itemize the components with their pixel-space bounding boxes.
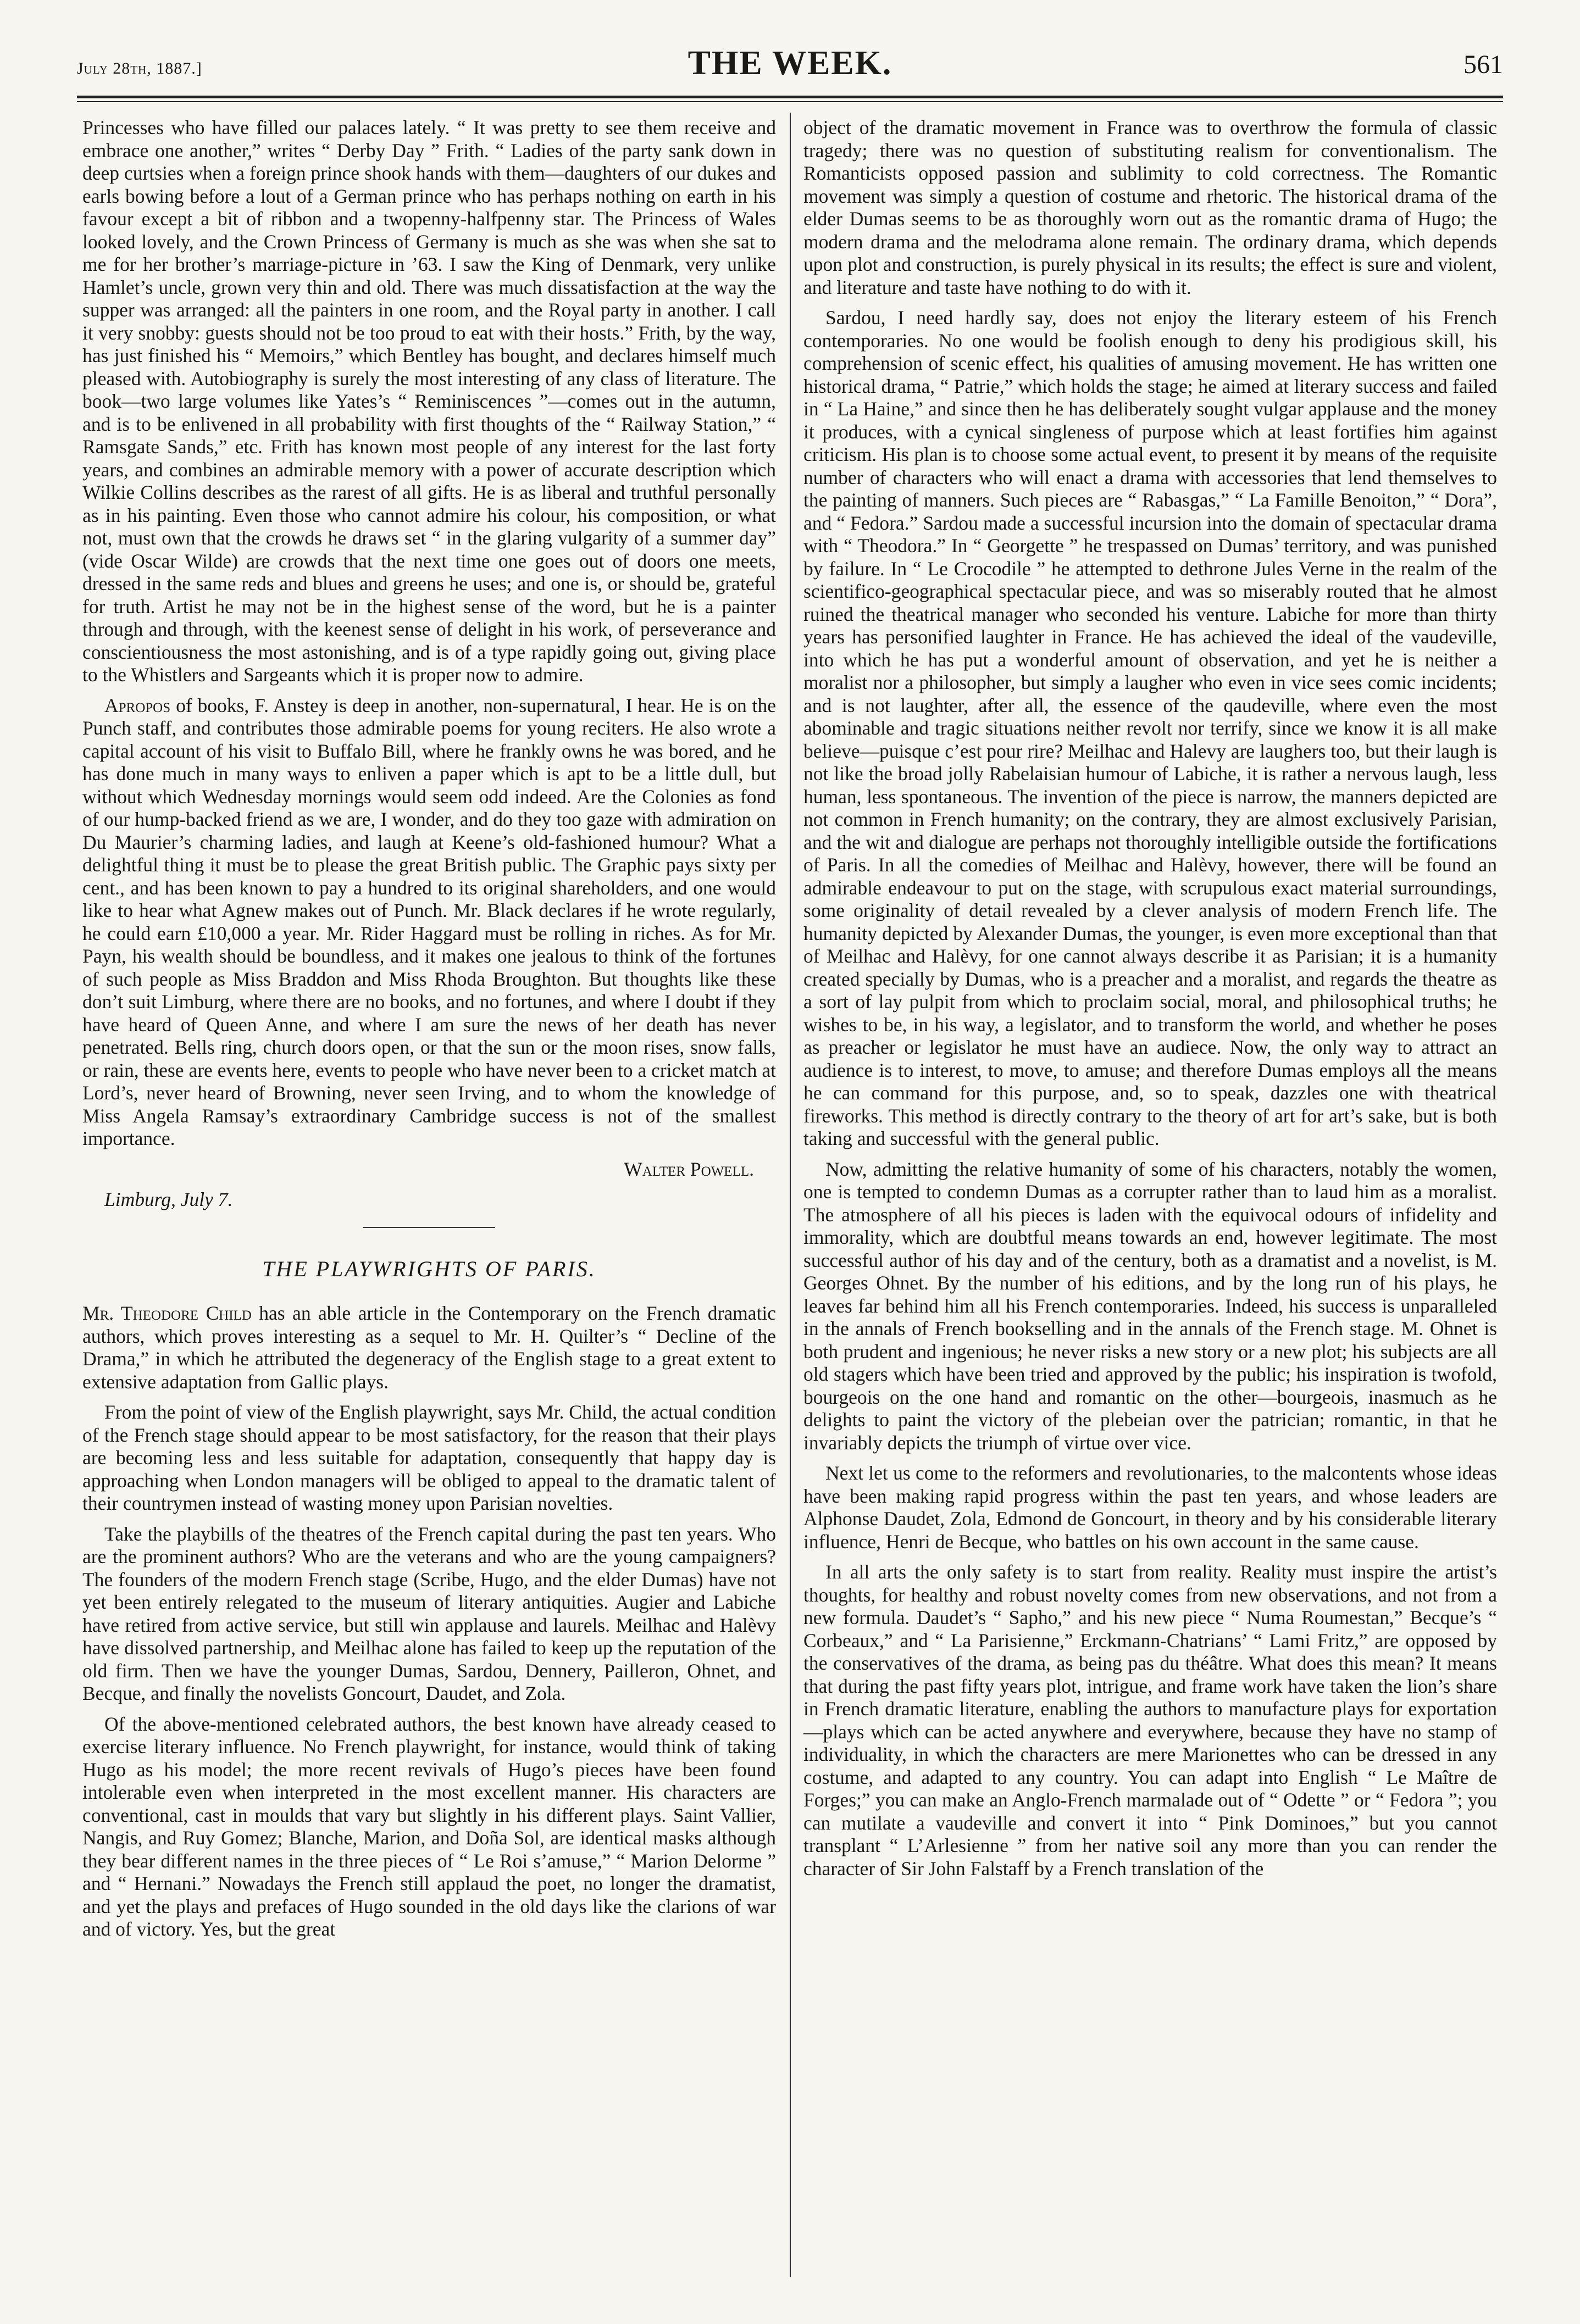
article-paragraph: Sardou, I need hardly say, does not enjoy the literary esteem of his French contemporaries. No one would be foolish enough to deny his prodigious skill, his comprehension of scenic effect, his qualities of amusing movement. He has written one historical drama, “ Patrie,” which holds the stage; he aimed at literary success and failed in “ La Haine,” and since then he has deliberately sought vulgar applause and the money it produces, with a cynical singleness of purpose which at least fortifies him against criticism. His plan is to choose some actual event, to present it by means of the requisite number of characters who will enact a drama with accessories that lend themselves to the painting of manners. Such pieces are “ Rabasgas,” “ La Famille Benoiton,” “ Dora”, and “ Fedora.” Sardou made a successful incursion into the domain of spectacular drama with “ Theodora.” In “ Georgette ” he trespassed on Dumas’ territory, and was punished by failure. In “ Le Crocodile ” he attempted to dethrone Jules Verne in the realm of the scientifico-geographical spectacular piece, and was so miserably routed that he almost ruined the theatrical manager who seconded his venture. Labiche for more than thirty years has personified laughter in France. He has achieved the ideal of the vaudeville, into which he has put a wonderful amount of observation, and yet he is neither a moralist nor a philosopher, but simply a laugher who even in vice sees comic incidents; and is not laughter, after all, the essence of the qaudeville, where even the most abominable and tragic situations neither revolt nor terrify, since we know it is all make believe—puisque c’est pour rire? Meilhac and Halevy are laughers too, but their laugh is not like the broad jolly Rabelaisian humour of Labiche, it is rather a nervous laugh, less human, less spontaneous. The invention of the piece is narrow, the manners depicted are not common in French humanity; on the contrary, they are almost exclusively Parisian, and the wit and dialogue are perhaps not thoroughly intelligible outside the fortifications of Paris. In all the comedies of Meilhac and Halèvy, however, there will be found an admirable endeavour to put on the stage, with scrupulous exact material surroundings, some originality of detail revealed by a clever analysis of modern French life. The humanity depicted by Alexander Dumas, the younger, is even more exceptional than that of Meilhac and Halèvy, for one cannot always describe it as Parisian; it is a humanity created specially by Dumas, who is a preacher and a moralist, and regards the theatre as a sort of lay pulpit from which to proclaim social, moral, and philosophical truths; he wishes to be, in his way, a legislator, and to transform the world, and whether he poses as preacher or legislator he must have an audiece. Now, the only way to attract an audience is to interest, to move, to amuse; and therefore Dumas employs all the means he can command for this purpose, and, so to speak, dazzles one with theatrical fireworks. This method is directly contrary to the theory of art for art’s sake, but is both taking and successful with the general public. <box>803 307 1497 1149</box>
article-paragraph: In all arts the only safety is to start from reality. Reality must inspire the artist’s thoughts, for healthy and robust novelty comes from new observations, and not from a new formula. Daudet’s “ Sapho,” and his new piece “ Numa Roumestan,” Becque’s “ Corbeaux,” and “ La Parisienne,” Erckmann-Chatrians’ “ Lami Fritz,” are opposed by the conservatives of the drama, as being pas du théâtre. What does this mean? It means that during the past fifty years plot, intrigue, and frame work have taken the lion’s share in French dramatic literature, enabling the authors to manufacture plays for exportation—plays which can be acted anywhere and everywhere, because they have no stamp of individuality, in which the characters are mere Marionettes who can be dressed in any costume, and adapted to any country. You can adapt into English “ Le Maître de Forges;” you can make an Anglo-French marmalade out of “ Odette ” or “ Fedora ”; you can mutilate a vaudeville and convert it into “ Pink Dominoes,” but you cannot transplant “ L’Arlesienne ” from her native soil any more than you can render the character of Sir John Falstaff by a French translation of the <box>803 1561 1497 1880</box>
article-paragraph: Take the playbills of the theatres of the French capital during the past ten years. Who are the prominent authors? Who are the veterans and who are the young campaigners? The founders of the modern French stage (Scribe, Hugo, and the elder Dumas) have not yet been entirely relegated to the museum of literary antiquities. Augier and Labiche have retired from active service, but still win applause and laurels. Meilhac and Halèvy have dissolved partnership, and Meilhac alone has failed to keep up the reputation of the old firm. Then we have the younger Dumas, Sardou, Dennery, Pailleron, Ohnet, and Becque, and finally the novelists Goncourt, Daudet, and Zola. <box>82 1522 776 1704</box>
article-paragraph: Princesses who have filled our palaces lately. “ It was pretty to see them receive and embrace one another,” writes “ Derby Day ” Frith. “ Ladies of the party sank down in deep curtsies when a foreign prince shook hands with them—daughters of our dukes and earls bowing before a lout of a German prince who has perhaps nothing on earth in his favour except a bit of ribbon and a twopenny-halfpenny star. The Princess of Wales looked lovely, and the Crown Princess of Germany is much as she was when she sat to me for her brother’s marriage-picture in ’63. I saw the King of Denmark, very unlike Hamlet’s uncle, grown very thin and old. There was much dissatisfaction at the way the supper was arranged: all the painters in one room, and the Royal party in another. I call it very snobby: guests should not be too proud to eat with their hosts.” Frith, by the way, has just finished his “ Memoirs,” which Bentley has bought, and declares himself much pleased with. Autobiography is surely the most interesting of any class of literature. The book—two large volumes like Yates’s “ Reminiscences ”—comes out in the autumn, and is to be enlivened in all probability with first thoughts of the “ Railway Station,” “ Ramsgate Sands,” etc. Frith has known most people of any interest for the last forty years, and combines an admirable memory with a power of accurate description which Wilkie Collins describes as the rarest of all gifts. He is as liberal and truthful personally as in his painting. Even those who cannot admire his colour, his composition, or what not, must own that the crowds he draws set “ in the glaring vulgarity of a summer day” (vide Oscar Wilde) are crowds that the next time one goes out of doors one meets, dressed in the same reds and blues and greens he uses; and one is, or should be, grateful for truth. Artist he may not be in the highest sense of the word, but he is a painter through and through, with the keenest sense of delight in his work, of perseverance and conscientiousness the most astonishing, and is of a type rapidly going out, giving place to the Whistlers and Sargeants which it is proper now to admire. <box>82 116 776 686</box>
page-number: 561 <box>1463 50 1503 79</box>
paragraph-lead: Mr. Theodore Child <box>82 1302 252 1324</box>
section-title: THE PLAYWRIGHTS OF PARIS. <box>262 1256 596 1281</box>
right-column <box>803 116 1497 1880</box>
author-signature: Walter Powell. <box>624 1158 754 1180</box>
article-paragraph: Of the above-mentioned celebrated authors, the best known have already ceased to exercise literary influence. No French playwright, for instance, would think of taking Hugo as his model; the more recent revivals of Hugo’s pieces have been found intolerable even when interpreted in the most excellent manner. His characters are conventional, cast in moulds that vary but slightly in his different plays. Saint Vallier, Nangis, and Ruy Gomez; Blanche, Marion, and Doña Sol, are identical masks although they bear different names in the three pieces of “ Le Roi s’amuse,” “ Marion Delorme ” and “ Hernani.” Nowadays the French still applaud the poet, no longer the dramatist, and yet the plays and prefaces of Hugo sounded in the old days like the clarions of war and of victory. Yes, but the great <box>82 1713 776 1940</box>
article-paragraph: Next let us come to the reformers and revolutionaries, to the malcontents whose ideas have been making rapid progress within the past ten years, and whose leaders are Alphonse Daudet, Zola, Edmond de Goncourt, in theory and by his considerable literary influence, Henri de Becque, who battles on his own account in the same cause. <box>803 1462 1497 1553</box>
left-column <box>82 116 776 1941</box>
paragraph-body: has an able article in the Contemporary on the French dramatic authors, which proves interesting as a sequel to Mr. H. Quilter’s “ Decline of the Drama,” in which he attributed the degeneracy of the English stage to a great extent to extensive adaptation from Gallic plays. <box>82 1302 776 1393</box>
dateline: Limburg, July 7. <box>104 1188 233 1210</box>
article-paragraph: Now, admitting the relative humanity of some of his characters, notably the women, one is tempted to condemn Dumas as a corrupter rather than to laud him as a moralist. The atmosphere of all his pieces is laden with the equivocal odours of infidelity and immorality, which are doubtful means towards an end, however legitimate. The most successful author of his day and of the century, both as a dramatist and a novelist, is M. Georges Ohnet. By the number of his editions, and by the long run of his plays, he leaves far behind him all his French contemporaries. Indeed, his success is unparalleled in the annals of French bookselling and in the annals of the French stage. M. Ohnet is both prudent and ingenious; he never risks a new story or a new plot; his subjects are all old stagers which have been tried and approved by the public; his inspiration is twofold, bourgeois on the one hand and romantic on the other—bourgeois, inasmuch as he delights to paint the victory of the plebeian over the patrician; romantic, in that he invariably depicts the triumph of virtue over vice. <box>803 1158 1497 1454</box>
article-paragraph: From the point of view of the English playwright, says Mr. Child, the actual condition of the French stage should appear to be most satisfactory, for the reason that their plays are becoming less and less suitable for adaptation, consequently that happy day is approaching when London managers will be obliged to appeal to the dramatic talent of their countrymen instead of wasting money upon Parisian novelties. <box>82 1401 776 1514</box>
header-rule-thick <box>77 96 1503 98</box>
header-rule-thin <box>77 101 1503 102</box>
article-paragraph: object of the dramatic movement in France was to overthrow the formula of classic tragedy; there was no question of substituting realism for conventionalism. The Romanticists opposed passion and sublimity to cold correctness. The Romantic movement was simply a question of costume and rhetoric. The historical drama of the elder Dumas seems to be as thoroughly worn out as the romantic drama of Hugo; the modern drama and the melodrama alone remain. The ordinary drama, which depends upon plot and construction, is purely physical in its results; the effect is sure and violent, and literature and taste have nothing to do with it. <box>803 116 1497 298</box>
paragraph-body: of books, F. Anstey is deep in another, non-supernatural, I hear. He is on the Punch staff, and contributes those admirable poems for young reciters. He also wrote a capital account of his visit to Buffalo Bill, where he frankly owns he was bored, and he has done much in many ways to enliven a paper which is apt to be a little dull, but without which Wednesday mornings would seem odd indeed. Are the Colonies as fond of our hump-backed friend as we are, I wonder, and do they too gaze with admiration on Du Maurier’s charming ladies, and laugh at Keene’s old-fashioned humour? What a delightful thing it must be to please the great British public. The Graphic pays sixty per cent., and has been known to pay a hundred to its original shareholders, and one would like to hear what Agnew makes out of Punch. Mr. Black declares if he wrote regularly, he could earn £10,000 a year. Mr. Rider Haggard must be rolling in riches. As for Mr. Payn, his wealth should be boundless, and it makes one jealous to think of the fortunes of such people as Miss Braddon and Miss Rhoda Broughton. But thoughts like these don’t suit Limburg, where there are no books, and no fortunes, and where I doubt if they have heard of Queen Anne, and where I am sure the news of her death has never penetrated. Bells ring, church doors open, or that the sun or the moon rises, snow falls, or rain, these are events here, events to people who have never been to a cricket match at Lord’s, never heard of Browning, never seen Irving, and to whom the knowledge of Miss Angela Ramsay’s extraordinary Cambridge success is not of the smallest importance. <box>82 694 776 1149</box>
article-paragraph <box>82 694 776 1150</box>
article-paragraph <box>82 1302 776 1393</box>
section-divider <box>363 1227 495 1228</box>
paragraph-lead: Apropos <box>104 694 171 716</box>
page-header <box>77 38 1503 93</box>
issue-date: July 28th, 1887.] <box>77 59 202 77</box>
journal-title: THE WEEK. <box>688 45 892 82</box>
column-divider <box>790 113 791 2277</box>
